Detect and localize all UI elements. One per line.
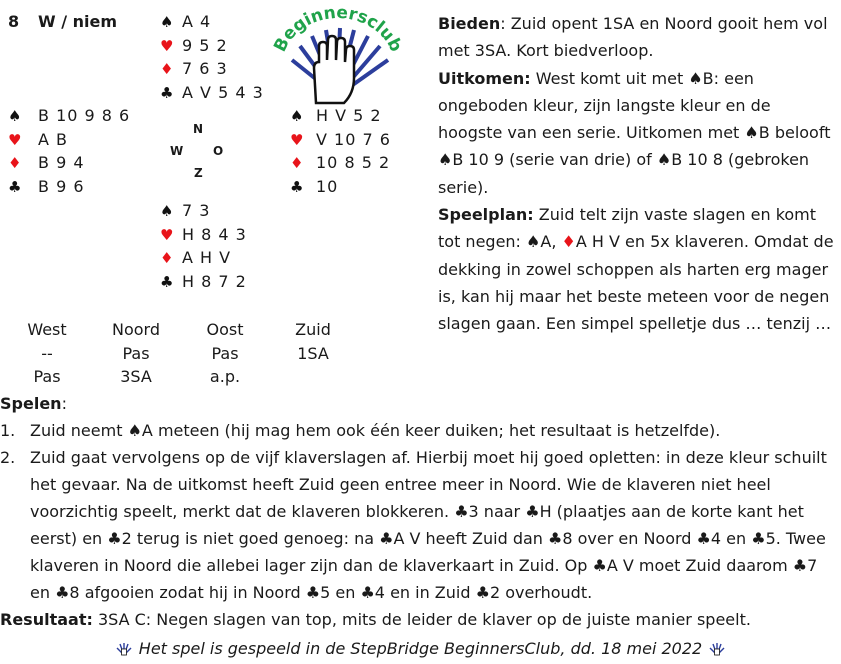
list-number: 2. xyxy=(0,448,16,467)
play-text: 5. Twee klaveren in Noord die allebei lager zijn dan de klaverkaart in Zuid. Op xyxy=(30,529,826,575)
east-clubs: 10 xyxy=(316,176,339,196)
play-text: H (plaatjes aan de korte kant het eerst) en xyxy=(30,502,804,548)
list-item xyxy=(0,417,841,444)
club-icon: ♣ xyxy=(592,556,607,575)
club-icon: ♣ xyxy=(696,529,711,548)
play-text: A V moet Zuid daarom xyxy=(606,556,793,575)
bidding-header-east: Oost xyxy=(206,320,244,339)
north-clubs: A V 5 4 3 xyxy=(182,82,264,102)
play-text: A V heeft Zuid dan xyxy=(393,529,549,548)
heart-icon: ♥ xyxy=(160,225,175,244)
spade-icon: ♠ xyxy=(438,150,453,170)
bid-cell: 1SA xyxy=(297,343,329,363)
diamond-icon: ♦ xyxy=(160,249,175,267)
west-diamonds: B 9 4 xyxy=(38,153,85,172)
south-diamonds: A H V xyxy=(182,248,232,267)
play-text: 4 en xyxy=(710,529,752,548)
uitkomen-text: West komt uit met xyxy=(530,68,689,88)
footer xyxy=(0,635,841,662)
play-text: 5 en xyxy=(320,583,361,602)
uitkomen-text: B: een ongeboden kleur, zijn langste kleur en de hoogste van een serie. Uitkomen met xyxy=(438,68,771,143)
diamond-icon: ♦ xyxy=(290,154,305,172)
play-label: Spelen xyxy=(0,394,62,413)
bidding-column-east xyxy=(190,318,260,389)
dealer-vulnerability: W / niem xyxy=(38,12,118,31)
club-icon: ♣ xyxy=(160,272,175,291)
compass-west: W xyxy=(170,144,184,158)
speelplan-label: Speelplan: xyxy=(438,205,534,225)
south-hearts: H 8 4 3 xyxy=(182,224,247,244)
club-icon: ♣ xyxy=(8,177,23,196)
commentary xyxy=(438,10,838,338)
bidding-column-west xyxy=(12,318,82,389)
bidding-column-north xyxy=(101,318,171,389)
diamond-icon: ♦ xyxy=(561,232,576,252)
deal-number: 8 xyxy=(8,12,20,31)
bieden-label: Bieden xyxy=(438,14,501,33)
bidding-header-west: West xyxy=(27,320,67,339)
spade-icon: ♠ xyxy=(290,107,305,125)
diamond-icon: ♦ xyxy=(160,60,175,78)
west-hearts: A B xyxy=(38,129,69,149)
play-section xyxy=(0,390,841,633)
north-hearts: 9 5 2 xyxy=(182,35,228,55)
bid-cell: Pas xyxy=(122,343,150,363)
heart-icon: ♥ xyxy=(8,130,23,149)
east-hand xyxy=(290,104,391,198)
diamond-icon: ♦ xyxy=(8,154,23,172)
play-list xyxy=(0,417,841,606)
play-text: 2 terug is niet goed genoeg: na xyxy=(121,529,380,548)
club-icon: ♣ xyxy=(475,583,490,602)
north-spades: A 4 xyxy=(182,12,212,31)
north-hand xyxy=(160,10,264,104)
club-icon: ♣ xyxy=(379,529,394,548)
bidding-header-south: Zuid xyxy=(295,320,331,339)
compass-east: O xyxy=(213,144,224,158)
play-colon: : xyxy=(61,394,67,413)
bidding-header-north: Noord xyxy=(112,320,160,339)
south-clubs: H 8 7 2 xyxy=(182,271,247,291)
spade-icon: ♠ xyxy=(688,68,703,88)
beginnersclub-mini-logo-icon xyxy=(708,642,726,656)
play-text: 4 en in Zuid xyxy=(374,583,476,602)
footer-text: Het spel is gespeeld in de StepBridge BeginnersClub, dd. 18 mei 2022 xyxy=(138,639,703,658)
play-text: Zuid gaat vervolgens op de vijf klaverslagen af. Hierbij moet hij goed opletten: in deze kleur schuilt het gevaar. Na de uitkomst heeft Zuid geen entree meer in Noord. Wie de klaveren niet heel voorzichtig speelt, merkt dat de klaveren blokkeren. xyxy=(30,448,827,521)
club-icon: ♣ xyxy=(548,529,563,548)
uitkomen-label: Uitkomen: xyxy=(438,68,531,88)
commentary-uitkomen xyxy=(438,65,838,201)
spade-icon: ♠ xyxy=(160,202,175,220)
bieden-text: : Zuid opent 1SA en Noord gooit hem vol met 3SA. Kort biedverloop. xyxy=(438,14,828,61)
club-icon: ♣ xyxy=(305,583,321,602)
club-icon: ♣ xyxy=(55,583,70,602)
list-number: 1. xyxy=(0,421,16,440)
uitkomen-text: B belooft xyxy=(758,123,831,143)
club-icon: ♣ xyxy=(751,529,766,548)
commentary-bieden xyxy=(438,10,838,65)
bid-cell: -- xyxy=(41,343,53,363)
result-text: 3SA C: Negen slagen van top, mits de leider de klaver op de juiste manier speelt. xyxy=(92,610,751,629)
west-spades: B 10 9 8 6 xyxy=(38,106,131,125)
play-text: 8 over en Noord xyxy=(562,529,697,548)
bidding-column-south xyxy=(278,318,348,389)
list-item xyxy=(0,444,841,606)
bid-cell: 3SA xyxy=(120,367,152,386)
club-icon: ♣ xyxy=(525,502,540,521)
bid-cell xyxy=(278,365,348,389)
south-spades: 7 3 xyxy=(182,201,211,220)
spade-icon: ♠ xyxy=(526,232,541,252)
heart-icon: ♥ xyxy=(160,36,175,55)
compass-north: N xyxy=(193,122,204,136)
commentary-speelplan xyxy=(438,201,838,337)
compass-south: Z xyxy=(194,166,203,180)
play-text: 7 en xyxy=(30,556,818,602)
bid-cell: Pas xyxy=(33,367,61,386)
west-clubs: B 9 6 xyxy=(38,176,85,196)
speelplan-text: A, xyxy=(540,232,562,252)
heart-icon: ♥ xyxy=(290,130,305,149)
result-line xyxy=(0,606,841,633)
east-hearts: V 10 7 6 xyxy=(316,129,391,149)
play-text: 2 overhoudt. xyxy=(489,583,593,602)
beginnersclub-logo xyxy=(272,8,402,108)
spade-icon: ♠ xyxy=(656,150,672,170)
play-text: A meteen (hij mag hem ook één keer duiken; het resultaat is hetzelfde). xyxy=(141,421,721,440)
logo-text: Beginnersclu xyxy=(272,8,399,56)
play-text: Zuid neemt xyxy=(30,421,128,440)
east-diamonds: 10 8 5 2 xyxy=(316,153,391,172)
bid-cell: a.p. xyxy=(209,367,241,386)
spade-icon: ♠ xyxy=(160,13,175,31)
south-hand xyxy=(160,199,247,293)
spade-icon: ♠ xyxy=(744,123,759,143)
west-hand xyxy=(8,104,130,198)
beginnersclub-mini-logo-icon xyxy=(115,642,133,656)
speelplan-text: A H V en 5x klaveren. Omdat de dekking in zowel schoppen als harten erg mager is, kan hij maar het beste meteen voor de negen slagen gaan. Een simpel spelletje dus … tenzij … xyxy=(438,232,834,334)
bid-cell: Pas xyxy=(211,343,239,363)
speelplan-text: Zuid telt zijn vaste slagen en komt tot negen: xyxy=(438,205,817,252)
result-label: Resultaat: xyxy=(0,610,93,629)
club-icon: ♣ xyxy=(107,529,122,548)
spade-icon: ♠ xyxy=(127,421,142,440)
club-icon: ♣ xyxy=(160,83,175,102)
spade-icon: ♠ xyxy=(8,107,23,125)
club-icon: ♣ xyxy=(290,177,305,196)
north-diamonds: 7 6 3 xyxy=(182,59,228,78)
club-icon: ♣ xyxy=(454,502,469,521)
east-spades: H V 5 2 xyxy=(316,106,382,125)
club-icon: ♣ xyxy=(360,583,375,602)
club-icon: ♣ xyxy=(792,556,808,575)
uitkomen-text: B 10 8 (gebroken serie). xyxy=(438,150,810,197)
uitkomen-text: B 10 9 (serie van drie) of xyxy=(452,150,657,170)
play-text: 8 afgooien zodat hij in Noord xyxy=(69,583,306,602)
play-text: 3 naar xyxy=(468,502,526,521)
